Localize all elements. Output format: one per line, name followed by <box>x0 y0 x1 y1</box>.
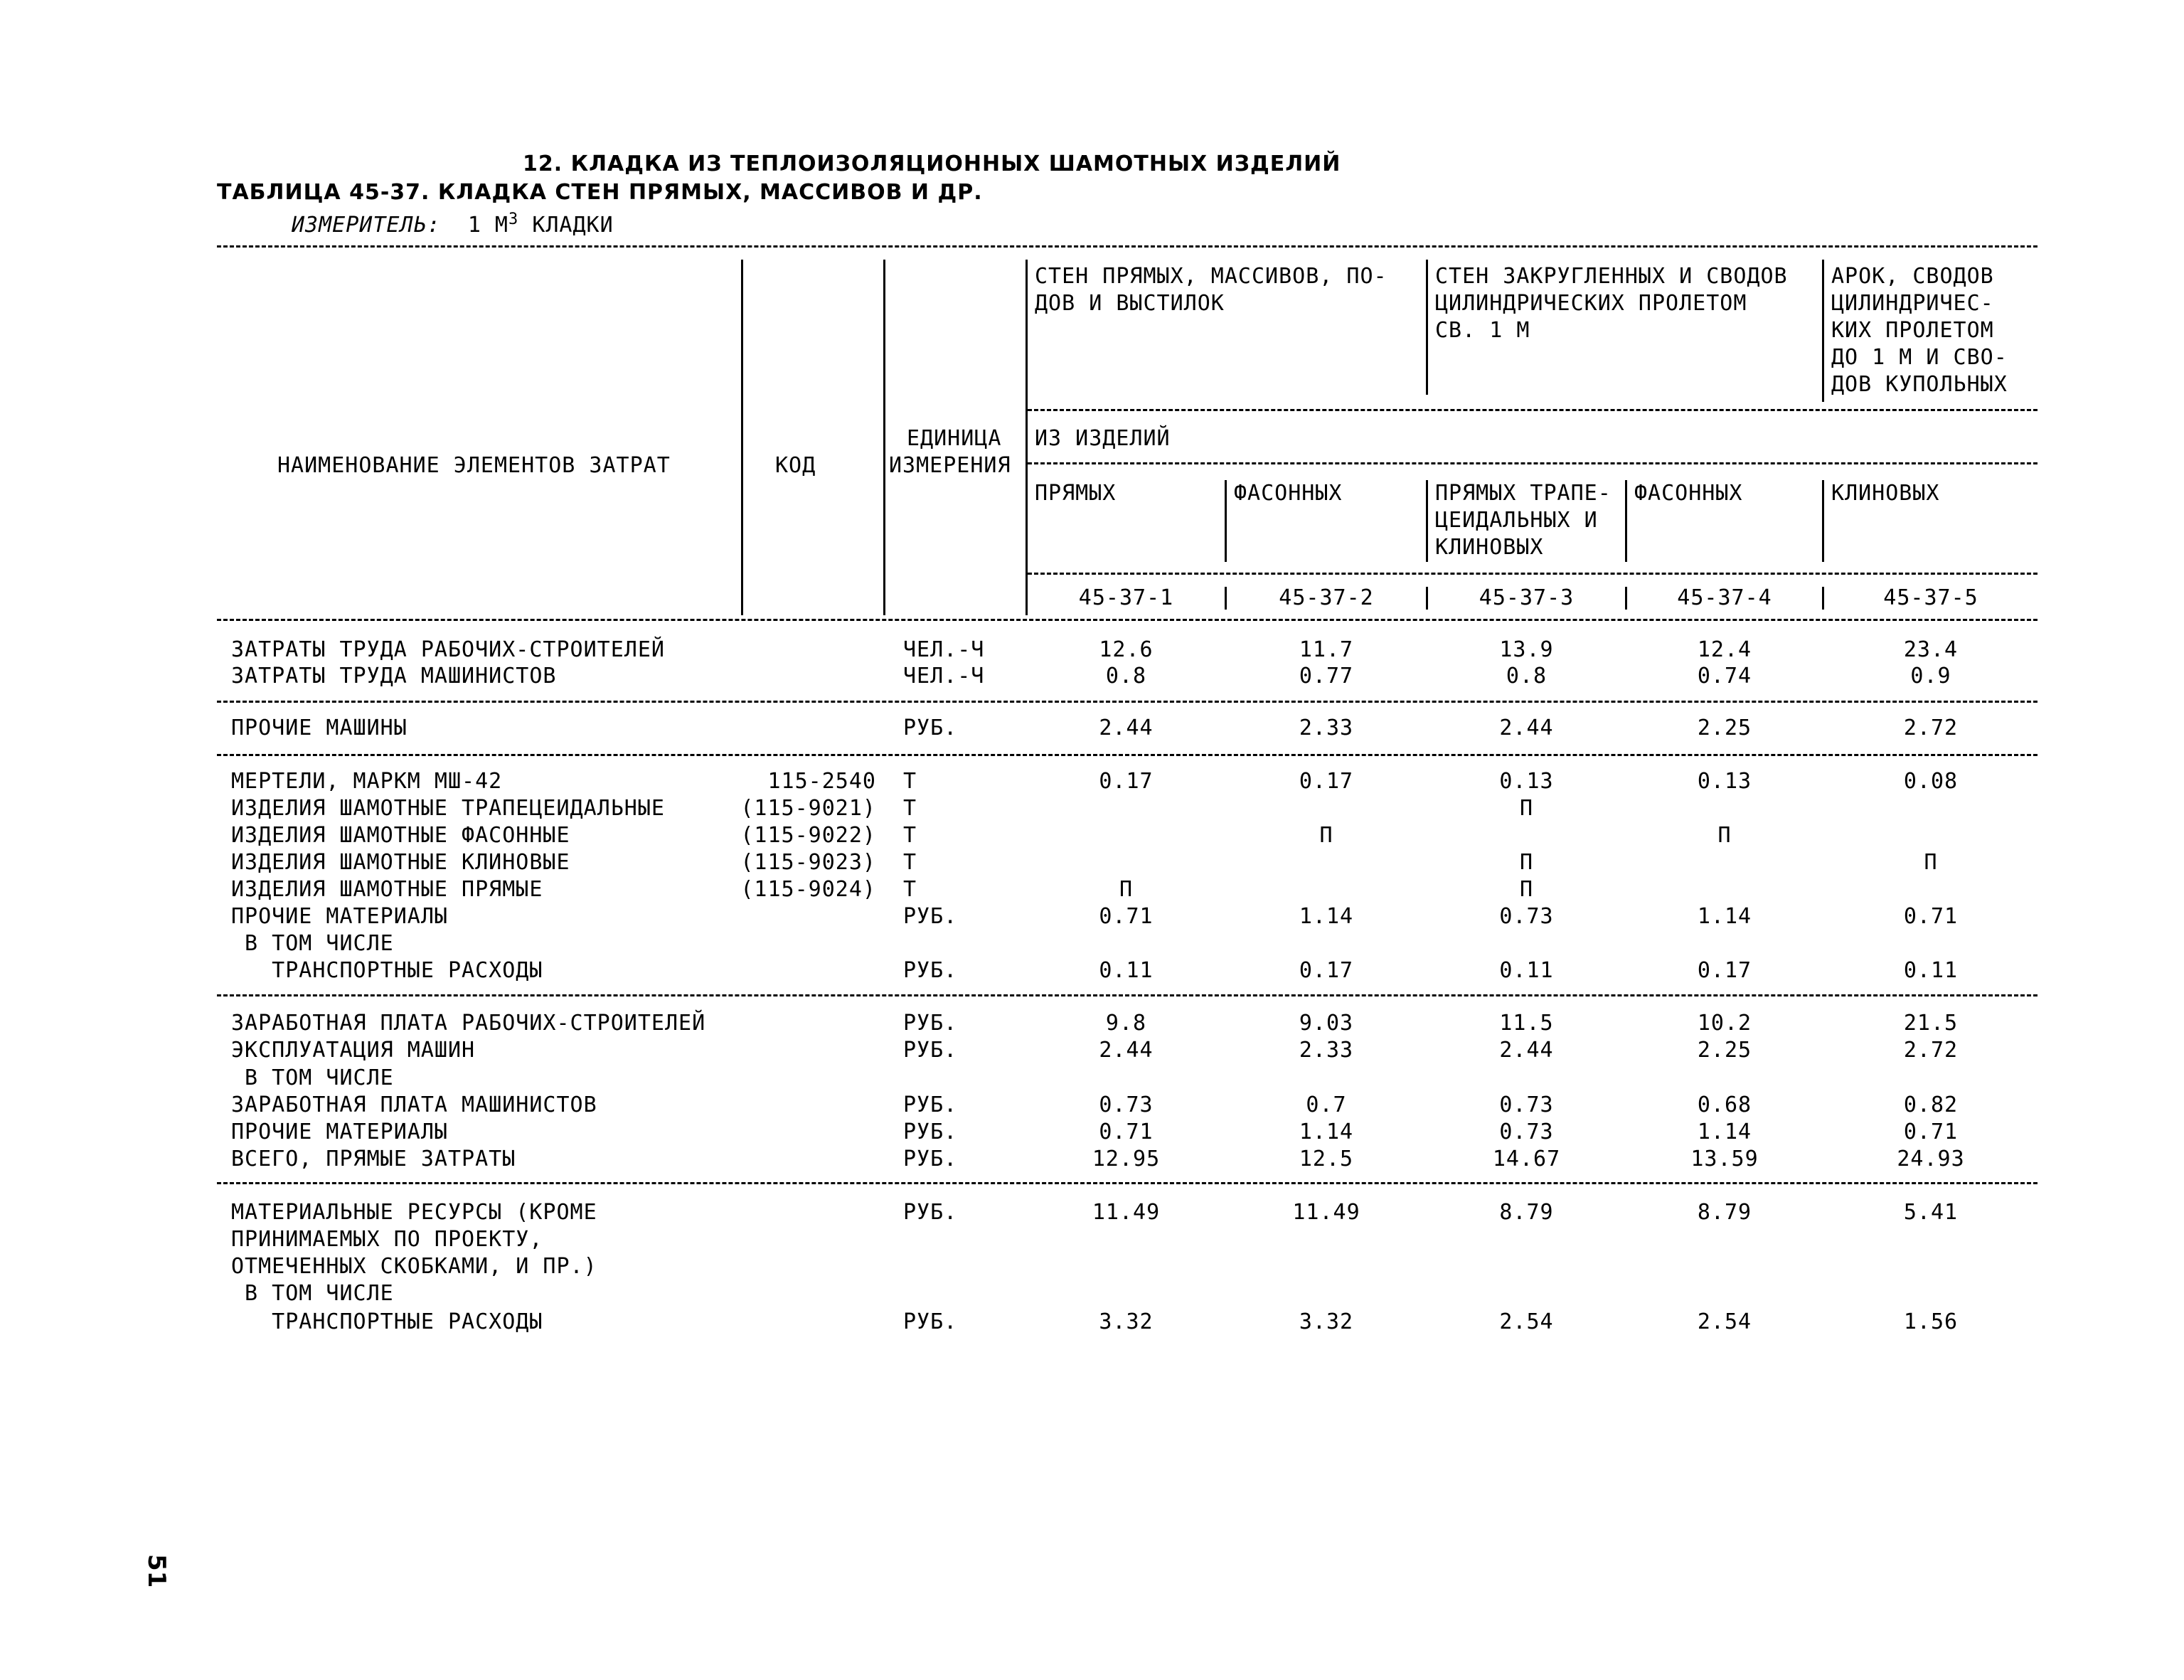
sub-header-2: ФАСОННЫХ <box>1234 481 1343 506</box>
header-bottom-rule <box>217 619 2037 621</box>
row-value: 0.74 <box>1697 664 1752 689</box>
row-value: 12.95 <box>1092 1147 1161 1171</box>
header-rule <box>1028 573 2037 575</box>
row-unit: РУБ. <box>903 1120 958 1144</box>
row-unit: РУБ. <box>903 1147 958 1171</box>
row-name: В ТОМ ЧИСЛЕ <box>231 931 394 956</box>
sub-header-3: КЛИНОВЫХ <box>1435 535 1544 560</box>
code-header: 45-37-3 <box>1479 585 1575 610</box>
row-value: 13.59 <box>1690 1147 1759 1171</box>
group3-line: КИХ ПРОЛЕТОМ <box>1831 318 1994 343</box>
group2-line: СТЕН ЗАКРУГЛЕННЫХ И СВОДОВ <box>1435 264 1788 289</box>
sub-header-5: КЛИНОВЫХ <box>1831 481 1940 506</box>
row-value: П <box>1519 796 1534 821</box>
row-value: 1.56 <box>1903 1309 1959 1334</box>
row-unit: РУБ. <box>903 904 958 929</box>
row-name: ПРОЧИЕ МАШИНЫ <box>231 716 407 740</box>
row-value: 0.11 <box>1499 958 1554 983</box>
col-separator <box>1026 260 1028 615</box>
row-value: 2.44 <box>1099 716 1154 740</box>
row-code: (115-9022) <box>740 823 876 848</box>
row-value: 0.17 <box>1299 769 1354 794</box>
row-value: 0.71 <box>1903 1120 1959 1144</box>
measure-value: 1 М <box>467 213 508 238</box>
row-value: 23.4 <box>1903 637 1959 662</box>
row-value: 1.14 <box>1697 904 1752 929</box>
row-value: 12.4 <box>1697 637 1752 662</box>
row-value: П <box>1924 850 1938 875</box>
row-code: 115-2540 <box>767 769 876 794</box>
row-value: 1.14 <box>1697 1120 1752 1144</box>
row-unit: Т <box>903 769 917 794</box>
row-value: 0.17 <box>1697 958 1752 983</box>
row-value: 2.54 <box>1697 1309 1752 1334</box>
row-code: (115-9024) <box>740 877 876 902</box>
section-rule <box>217 754 2037 756</box>
col-separator <box>1822 480 1824 562</box>
section-rule <box>217 994 2037 996</box>
row-value: 0.13 <box>1697 769 1752 794</box>
col-header-name: НАИМЕНОВАНИЕ ЭЛЕМЕНТОВ ЗАТРАТ <box>277 453 671 478</box>
sub-header-3: ЦЕИДАЛЬНЫХ И <box>1435 508 1598 533</box>
measure-tail: КЛАДКИ <box>532 213 614 238</box>
row-name: ПРИНИМАЕМЫХ ПО ПРОЕКТУ, <box>231 1227 543 1252</box>
row-value: 11.7 <box>1299 637 1354 662</box>
col-header-code: КОД <box>775 453 816 478</box>
row-value: 2.25 <box>1697 1038 1752 1063</box>
row-value: 3.32 <box>1299 1309 1354 1334</box>
row-value: 2.72 <box>1903 716 1959 740</box>
row-unit: РУБ. <box>903 1200 958 1225</box>
row-value: 0.73 <box>1499 904 1554 929</box>
row-value: 2.25 <box>1697 716 1752 740</box>
row-value: 2.44 <box>1099 1038 1154 1063</box>
row-value: 3.32 <box>1099 1309 1154 1334</box>
row-name: ВСЕГО, ПРЯМЫЕ ЗАТРАТЫ <box>231 1147 516 1171</box>
row-name: ЭКСПЛУАТАЦИЯ МАШИН <box>231 1038 476 1063</box>
section-rule <box>217 1182 2037 1184</box>
row-code: (115-9021) <box>740 796 876 821</box>
row-value: 2.54 <box>1499 1309 1554 1334</box>
row-value: 8.79 <box>1697 1200 1752 1225</box>
row-unit: Т <box>903 796 917 821</box>
row-value: 10.2 <box>1697 1011 1752 1036</box>
col-separator <box>741 260 743 615</box>
col-header-unit-1: ЕДИНИЦА <box>907 426 1002 451</box>
row-value: 0.71 <box>1903 904 1959 929</box>
row-name: ТРАНСПОРТНЫЕ РАСХОДЫ <box>231 958 543 983</box>
row-value: 1.14 <box>1299 904 1354 929</box>
col-separator <box>1225 480 1227 562</box>
row-value: 0.73 <box>1099 1092 1154 1117</box>
row-name: ОТМЕЧЕННЫХ СКОБКАМИ, И ПР.) <box>231 1254 597 1279</box>
row-name: ИЗДЕЛИЯ ШАМОТНЫЕ КЛИНОВЫЕ <box>231 850 570 875</box>
row-value: 2.44 <box>1499 716 1554 740</box>
row-value: 0.77 <box>1299 664 1354 689</box>
row-value: 11.5 <box>1499 1011 1554 1036</box>
col-separator <box>883 260 885 615</box>
row-name: ИЗДЕЛИЯ ШАМОТНЫЕ ПРЯМЫЕ <box>231 877 543 902</box>
code-header: 45-37-4 <box>1677 585 1772 610</box>
row-name: ЗАРАБОТНАЯ ПЛАТА РАБОЧИХ-СТРОИТЕЛЕЙ <box>231 1011 706 1036</box>
row-value: 0.08 <box>1903 769 1959 794</box>
row-code: (115-9023) <box>740 850 876 875</box>
row-value: 12.6 <box>1099 637 1154 662</box>
from-items-label: ИЗ ИЗДЕЛИЙ <box>1035 426 1171 451</box>
row-name: ПРОЧИЕ МАТЕРИАЛЫ <box>231 1120 448 1144</box>
row-value: 9.8 <box>1105 1011 1147 1036</box>
group3-line: ЦИЛИНДРИЧЕС- <box>1831 291 1994 316</box>
row-value: П <box>1717 823 1732 848</box>
table-title: ТАБЛИЦА 45-37. КЛАДКА СТЕН ПРЯМЫХ, МАССИВОВ И ДР. <box>217 180 983 205</box>
group3-line: ДО 1 М И СВО- <box>1831 345 2008 370</box>
row-value: 0.71 <box>1099 904 1154 929</box>
row-name: ИЗДЕЛИЯ ШАМОТНЫЕ ФАСОННЫЕ <box>231 823 570 848</box>
row-unit: РУБ. <box>903 958 958 983</box>
row-unit: ЧЕЛ.-Ч <box>903 664 985 689</box>
col-separator <box>1822 260 1824 402</box>
section-rule <box>217 701 2037 703</box>
group2-line: ЦИЛИНДРИЧЕСКИХ ПРОЛЕТОМ <box>1435 291 1747 316</box>
row-name: В ТОМ ЧИСЛЕ <box>231 1281 394 1306</box>
row-name: ПРОЧИЕ МАТЕРИАЛЫ <box>231 904 448 929</box>
header-rule <box>1028 409 2037 411</box>
row-name: ТРАНСПОРТНЫЕ РАСХОДЫ <box>231 1309 543 1334</box>
row-name: ЗАТРАТЫ ТРУДА РАБОЧИХ-СТРОИТЕЛЕЙ <box>231 637 665 662</box>
row-name: МАТЕРИАЛЬНЫЕ РЕСУРСЫ (КРОМЕ <box>231 1200 597 1225</box>
page-number: 51 <box>142 1554 171 1588</box>
group1-line: СТЕН ПРЯМЫХ, МАССИВОВ, ПО- <box>1035 264 1387 289</box>
row-value: 5.41 <box>1903 1200 1959 1225</box>
row-value: 13.9 <box>1499 637 1554 662</box>
row-value: 2.72 <box>1903 1038 1959 1063</box>
row-unit: РУБ. <box>903 1011 958 1036</box>
row-value: 1.14 <box>1299 1120 1354 1144</box>
sub-header-4: ФАСОННЫХ <box>1634 481 1743 506</box>
row-unit: РУБ. <box>903 1092 958 1117</box>
row-unit: Т <box>903 850 917 875</box>
code-header: 45-37-2 <box>1279 585 1374 610</box>
col-separator <box>1426 260 1428 395</box>
row-value: 2.33 <box>1299 1038 1354 1063</box>
row-name: ИЗДЕЛИЯ ШАМОТНЫЕ ТРАПЕЦЕИДАЛЬНЫЕ <box>231 796 665 821</box>
row-value: 0.11 <box>1099 958 1154 983</box>
row-name: ЗАТРАТЫ ТРУДА МАШИНИСТОВ <box>231 664 557 689</box>
row-value: 2.33 <box>1299 716 1354 740</box>
sub-header-1: ПРЯМЫХ <box>1035 481 1117 506</box>
row-unit: РУБ. <box>903 1309 958 1334</box>
row-value: 0.71 <box>1099 1120 1154 1144</box>
group2-line: СВ. 1 М <box>1435 318 1530 343</box>
row-value: 0.8 <box>1105 664 1147 689</box>
row-name: ЗАРАБОТНАЯ ПЛАТА МАШИНИСТОВ <box>231 1092 597 1117</box>
row-value: 0.68 <box>1697 1092 1752 1117</box>
row-value: П <box>1519 850 1534 875</box>
group1-line: ДОВ И ВЫСТИЛОК <box>1035 291 1225 316</box>
row-value: 0.8 <box>1506 664 1548 689</box>
col-header-unit-2: ИЗМЕРЕНИЯ <box>889 453 1011 478</box>
measure-label: ИЗМЕРИТЕЛЬ: <box>292 213 441 238</box>
row-value: 24.93 <box>1897 1147 1965 1171</box>
row-value: 11.49 <box>1292 1200 1360 1225</box>
group3-line: ДОВ КУПОЛЬНЫХ <box>1831 372 2008 397</box>
row-value: 21.5 <box>1903 1011 1959 1036</box>
row-name: МЕРТЕЛИ, МАРКМ МШ-42 <box>231 769 503 794</box>
row-value: 12.5 <box>1299 1147 1354 1171</box>
row-unit: РУБ. <box>903 1038 958 1063</box>
row-value: 2.44 <box>1499 1038 1554 1063</box>
row-value: 0.17 <box>1099 769 1154 794</box>
row-value: 11.49 <box>1092 1200 1161 1225</box>
row-value: П <box>1119 877 1134 902</box>
section-title: 12. КЛАДКА ИЗ ТЕПЛОИЗОЛЯЦИОННЫХ ШАМОТНЫХ ИЗДЕЛИЙ <box>523 151 1341 176</box>
row-unit: РУБ. <box>903 716 958 740</box>
col-separator <box>1426 480 1428 562</box>
row-value: 8.79 <box>1499 1200 1554 1225</box>
row-value: 0.13 <box>1499 769 1554 794</box>
row-value: 0.11 <box>1903 958 1959 983</box>
code-header: 45-37-1 <box>1078 585 1174 610</box>
top-rule <box>217 245 2037 248</box>
row-unit: Т <box>903 823 917 848</box>
row-unit: Т <box>903 877 917 902</box>
row-value: 14.67 <box>1492 1147 1561 1171</box>
measure-sup: 3 <box>508 211 519 228</box>
row-name: В ТОМ ЧИСЛЕ <box>231 1065 394 1090</box>
row-value: 0.73 <box>1499 1092 1554 1117</box>
row-value: 0.82 <box>1903 1092 1959 1117</box>
row-value: П <box>1319 823 1333 848</box>
row-value: 9.03 <box>1299 1011 1354 1036</box>
group3-line: АРОК, СВОДОВ <box>1831 264 1994 289</box>
col-separator <box>1625 480 1627 562</box>
row-value: 0.7 <box>1306 1092 1347 1117</box>
sub-header-3: ПРЯМЫХ ТРАПЕ- <box>1435 481 1612 506</box>
row-unit: ЧЕЛ.-Ч <box>903 637 985 662</box>
row-value: П <box>1519 877 1534 902</box>
row-value: 0.17 <box>1299 958 1354 983</box>
measure-line <box>292 206 614 239</box>
row-value: 0.73 <box>1499 1120 1554 1144</box>
code-header: 45-37-5 <box>1883 585 1978 610</box>
row-value: 0.9 <box>1910 664 1951 689</box>
header-rule <box>1028 462 2037 464</box>
